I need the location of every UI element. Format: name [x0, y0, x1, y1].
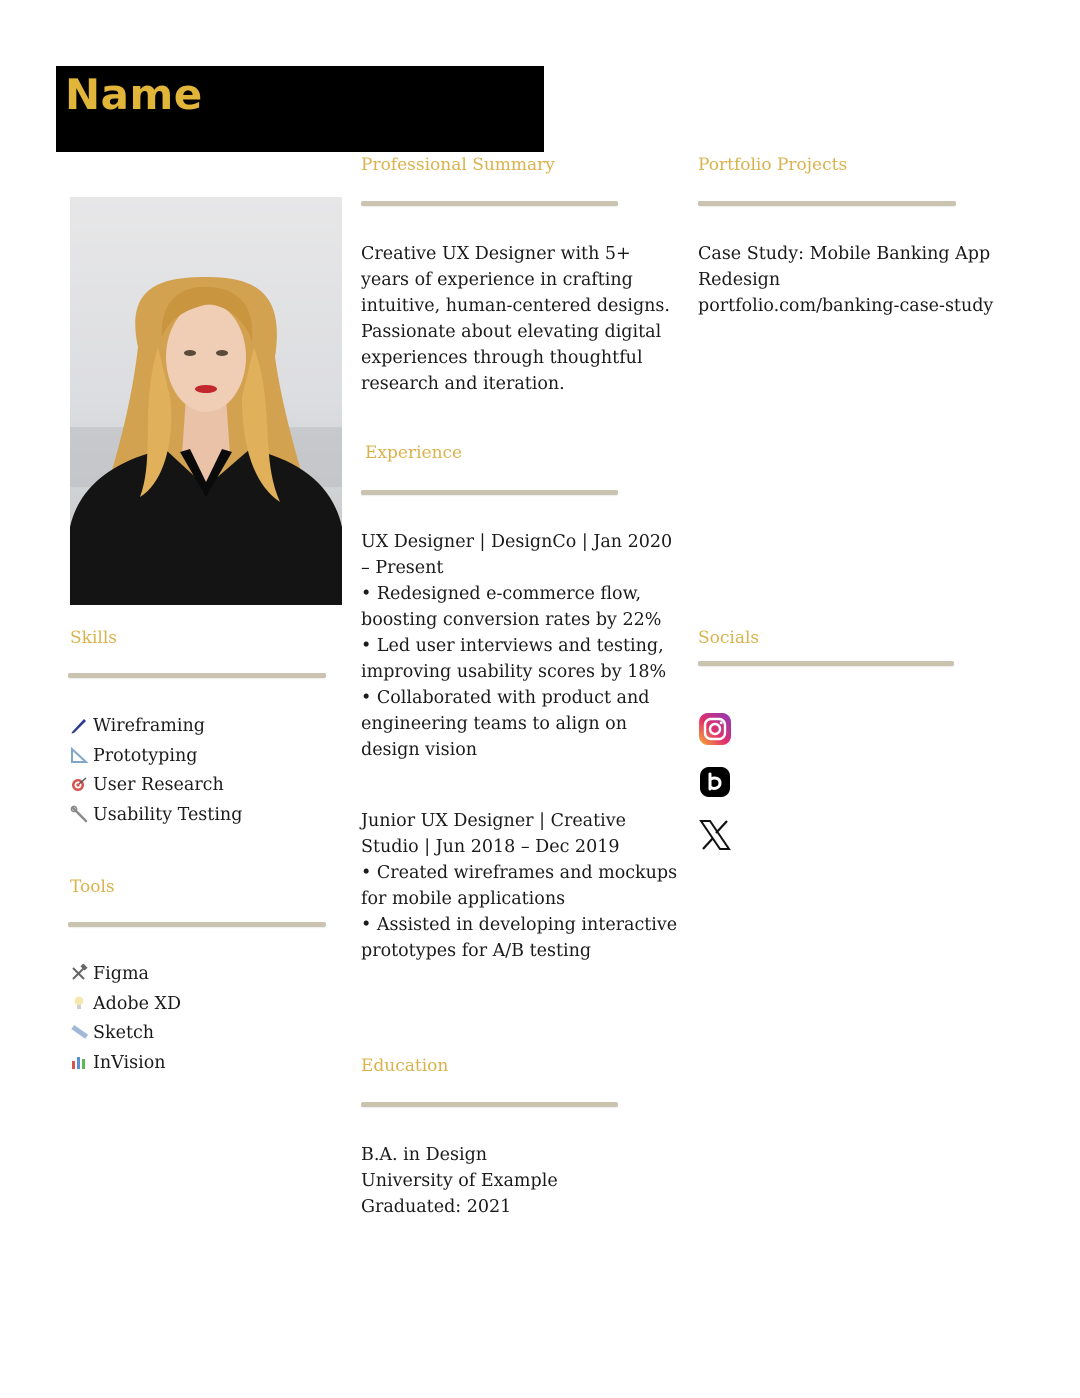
- profile-photo: [70, 197, 342, 605]
- hammer-and-wrench-icon: [70, 964, 92, 985]
- tool-label: InVision: [93, 1052, 166, 1073]
- tool-label: Adobe XD: [93, 993, 181, 1014]
- list-item: [70, 960, 181, 990]
- list-item: [70, 801, 242, 831]
- target-icon: [70, 775, 92, 796]
- tools-title: Tools: [70, 877, 115, 897]
- socials-title: Socials: [698, 628, 760, 648]
- lightbulb-icon: [70, 994, 92, 1015]
- list-item: [70, 742, 242, 772]
- education-graduated: Graduated: 2021: [361, 1197, 512, 1217]
- summary-title: Professional Summary: [361, 155, 555, 175]
- skill-label: User Research: [93, 775, 224, 795]
- socials-divider: [698, 661, 954, 666]
- portfolio-title: Portfolio Projects: [698, 155, 848, 175]
- list-item: [70, 712, 242, 742]
- job-bullet: • Collaborated with product and engineering teams to align on design vision: [361, 688, 650, 760]
- education-title: Education: [361, 1056, 449, 1076]
- list-item: [70, 1049, 181, 1079]
- project-link[interactable]: portfolio.com/banking-case-study: [698, 296, 994, 316]
- summary-text: Creative UX Designer with 5+ years of experience in crafting intuitive, human-centered designs. Passionate about elevating digital experiences through thoughtful research and iteration.: [361, 244, 670, 394]
- job-bullet: • Assisted in developing interactive prototypes for A/B testing: [361, 915, 678, 961]
- skills-divider: [68, 673, 326, 678]
- skill-label: Usability Testing: [93, 804, 243, 825]
- experience-divider: [361, 490, 618, 495]
- skills-title: Skills: [70, 628, 117, 648]
- x-icon[interactable]: [698, 818, 732, 852]
- summary-divider: [361, 201, 618, 206]
- wrench-icon: [70, 805, 92, 826]
- experience-title: Experience: [365, 443, 463, 463]
- tool-label: Sketch: [93, 1023, 155, 1043]
- instagram-icon[interactable]: [698, 712, 732, 746]
- skills-list: [70, 712, 242, 830]
- name-banner: [56, 66, 544, 152]
- threads-icon[interactable]: [698, 765, 732, 799]
- education-details: [361, 1142, 679, 1220]
- job-bullet: • Led user interviews and testing, improving usability scores by 18%: [361, 636, 667, 682]
- portfolio-divider: [698, 201, 956, 206]
- experience-job: [361, 808, 679, 964]
- project-title: Case Study: Mobile Banking App Redesign: [698, 244, 991, 290]
- skill-label: Wireframing: [93, 716, 205, 736]
- portfolio-project: [698, 241, 998, 319]
- triangle-ruler-icon: [70, 746, 92, 767]
- experience-job: [361, 529, 679, 763]
- tools-divider: [68, 922, 326, 927]
- skill-label: Prototyping: [93, 745, 198, 766]
- resume-name: Name: [65, 70, 203, 119]
- list-item: [70, 771, 242, 801]
- education-school: University of Example: [361, 1171, 558, 1191]
- tool-label: Figma: [93, 964, 149, 984]
- tools-list: [70, 960, 181, 1078]
- job-heading: UX Designer | DesignCo | Jan 2020 – Present: [361, 532, 673, 578]
- job-heading: Junior UX Designer | Creative Studio | Jun 2018 – Dec 2019: [361, 811, 626, 857]
- education-degree: B.A. in Design: [361, 1145, 488, 1165]
- ruler-icon: [70, 1023, 92, 1044]
- list-item: [70, 990, 181, 1020]
- list-item: [70, 1019, 181, 1049]
- education-divider: [361, 1102, 618, 1107]
- job-bullet: • Redesigned e-commerce flow, boosting conversion rates by 22%: [361, 584, 662, 630]
- bar-chart-icon: [70, 1053, 92, 1074]
- job-bullet: • Created wireframes and mockups for mobile applications: [361, 863, 678, 909]
- pencil-icon: [70, 716, 92, 737]
